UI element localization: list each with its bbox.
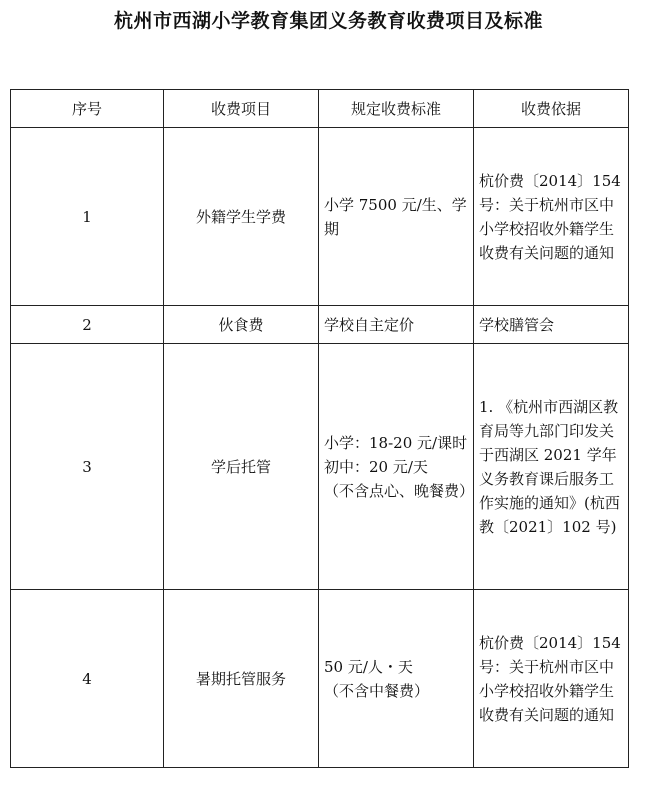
table-row <box>11 590 629 768</box>
header-basis: 收费依据 <box>474 90 629 128</box>
cell-standard <box>319 306 474 344</box>
table-row <box>11 344 629 590</box>
table-row <box>11 128 629 306</box>
standard-line: （不含中餐费） <box>324 681 430 700</box>
cell-seq: 2 <box>11 306 164 344</box>
cell-standard <box>319 590 474 768</box>
cell-basis: 1. 《杭州市西湖区教育局等九部门印发关于西湖区 2021 学年义务教育课后服务工作实施的通知》(杭西教〔2021〕102 号) <box>474 344 629 590</box>
fee-table <box>10 89 629 768</box>
cell-basis: 杭价费〔2014〕154 号：关于杭州市区中小学校招收外籍学生收费有关问题的通知 <box>474 590 629 768</box>
cell-basis: 学校膳管会 <box>474 306 629 344</box>
table-row <box>11 306 629 344</box>
header-seq: 序号 <box>11 90 164 128</box>
standard-line: 学校自主定价 <box>324 315 415 334</box>
cell-seq: 3 <box>11 344 164 590</box>
cell-item: 伙食费 <box>164 306 319 344</box>
cell-item: 学后托管 <box>164 344 319 590</box>
header-standard: 规定收费标准 <box>319 90 474 128</box>
cell-seq: 4 <box>11 590 164 768</box>
cell-standard <box>319 128 474 306</box>
cell-item: 暑期托管服务 <box>164 590 319 768</box>
cell-item: 外籍学生学费 <box>164 128 319 306</box>
standard-line: 50 元/人・天 <box>324 657 413 676</box>
table-header-row <box>11 90 629 128</box>
standard-line: （不含点心、晚餐费） <box>324 481 475 500</box>
standard-line: 初中：20 元/天 <box>324 457 428 476</box>
cell-standard <box>319 344 474 590</box>
standard-line: 小学：18-20 元/课时 <box>324 433 468 452</box>
cell-seq: 1 <box>11 128 164 306</box>
page-title: 杭州市西湖小学教育集团义务教育收费项目及标准 <box>113 10 543 32</box>
cell-basis: 杭价费〔2014〕154 号：关于杭州市区中小学校招收外籍学生收费有关问题的通知 <box>474 128 629 306</box>
header-item: 收费项目 <box>164 90 319 128</box>
standard-line: 小学 7500 元/生、学期 <box>324 195 467 238</box>
